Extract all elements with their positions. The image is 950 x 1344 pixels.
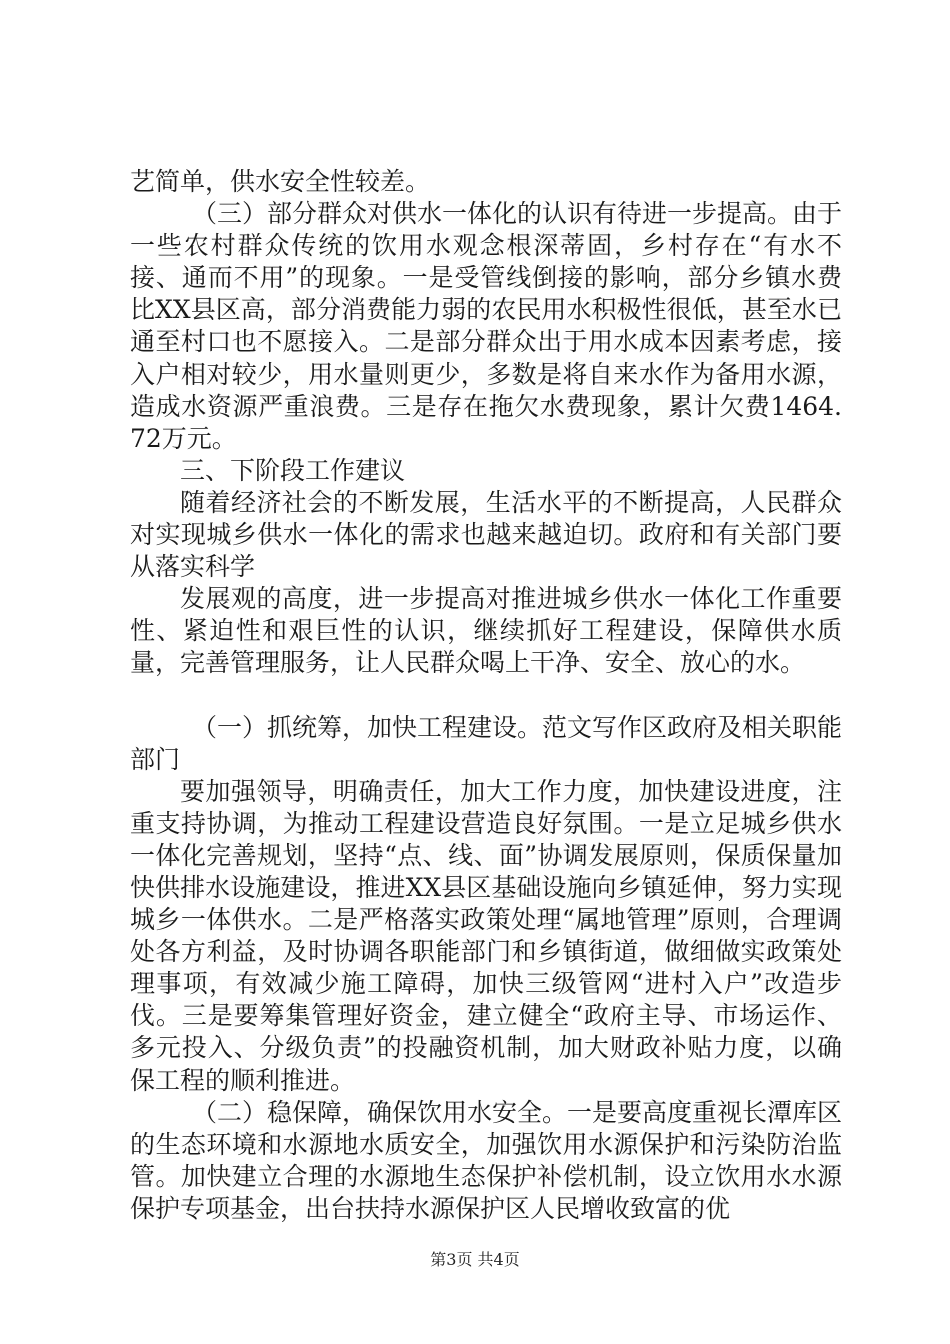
paragraph-section-3-3: （三）部分群众对供水一体化的认识有待进一步提高。由于一些农村群众传统的饮用水观念根深蒂固，乡村存在“有水不接、通而不用”的现象。一是受管线倒接的影响，部分乡镇水费比XX县区高，部分消费能力弱的农民用水积极性很低，甚至水已通至村口也不愿接入。二是部分群众出于用水成本因素考虑，接入户相对较少，用水量则更少，多数是将自来水作为备用水源，造成水资源严重浪费。三是存在拖欠水费现象，累计欠费1464.72万元。 <box>130 199 843 453</box>
paragraph-item-2: （二）稳保障，确保饮用水安全。一是要高度重视长潭库区的生态环境和水源地水质安全，加强饮用水源保护和污染防治监管。加快建立合理的水源地生态保护补偿机制，设立饮用水水源保护专项基金，出台扶持水源保护区人民增收致富的优 <box>130 1097 843 1223</box>
paragraph-continuation: 艺简单，供水安全性较差。 <box>130 167 431 196</box>
paragraph-intro-cont: 发展观的高度，进一步提高对推进城乡供水一体化工作重要性、紧迫性和艰巨性的认识，继续抓好工程建设，保障供水质量，完善管理服务，让人民群众喝上干净、安全、放心的水。 <box>130 584 842 678</box>
page-footer: 第3页 共4页 <box>430 1250 520 1269</box>
document-body <box>130 166 842 1225</box>
paragraph-item-1: 要加强领导，明确责任，加大工作力度，加快建设进度，注重支持协调，为推动工程建设营造良好氛围。一是立足城乡供水一体化完善规划，坚持“点、线、面”协调发展原则，保质保量加快供排水设施建设，推进XX县区基础设施向乡镇延伸，努力实现城乡一体供水。二是严格落实政策处理“属地管理”原则，合理调处各方利益，及时协调各职能部门和乡镇街道，做细做实政策处理事项，有效减少施工障碍，加快三级管网“进村入户”改造步伐。三是要筹集管理好资金，建立健全“政府主导、市场运作、多元投入、分级负责”的投融资机制，加大财政补贴力度，以确保工程的顺利推进。 <box>130 776 842 1095</box>
paragraph-subheading-1: （一）抓统筹，加快工程建设。范文写作区政府及相关职能部门 <box>130 712 843 774</box>
paragraph-gap <box>130 680 842 712</box>
paragraph-intro: 随着经济社会的不断发展，生活水平的不断提高，人民群众对实现城乡供水一体化的需求也越来越迫切。政府和有关部门要从落实科学 <box>130 487 842 582</box>
section-heading-3: 三、下阶段工作建议 <box>180 455 406 485</box>
